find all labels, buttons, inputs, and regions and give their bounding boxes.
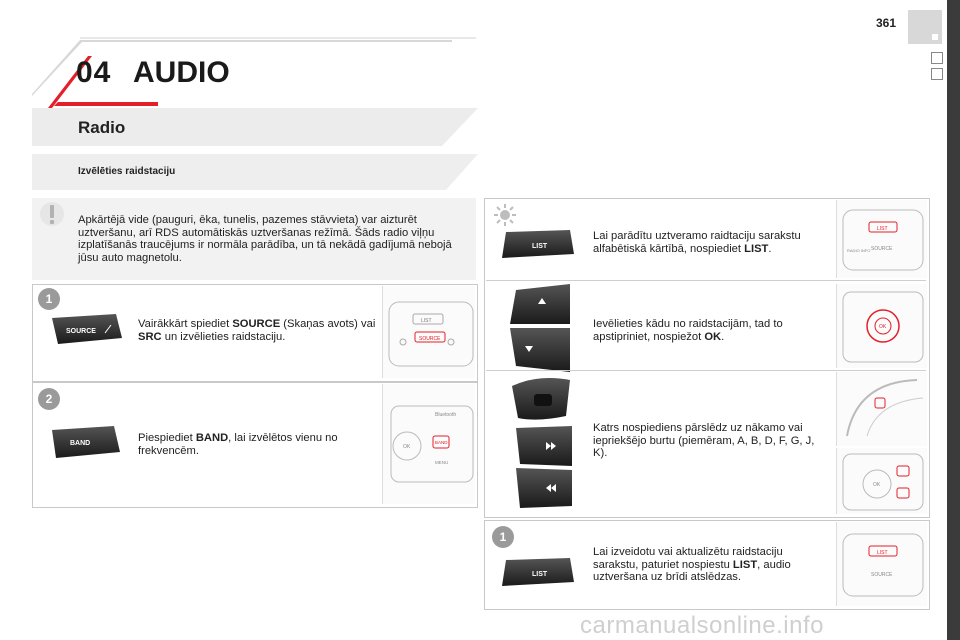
steering-wheel-drawing [837,372,927,446]
step-2-pre: Piespiediet [138,432,196,444]
tips-separator-1 [486,280,926,281]
steering-button-image [508,376,574,422]
side-square-top [931,52,943,64]
tip-icon [492,202,518,228]
thumb-bluetooth-label: Bluetooth [435,412,457,418]
list-button-image-2 [500,558,576,588]
thumb-list-label-2: LIST [877,226,888,232]
thumb-info-label: RADIO INFO [847,248,871,253]
corner-tab [908,10,942,44]
tips-separator-2 [486,370,926,371]
thumb-list-label-3: LIST [877,550,888,556]
chapter-number: 04 [76,56,112,89]
bottom-step-text [593,546,825,584]
step-badge-1: 1 [38,288,60,310]
exclamation-icon [38,200,66,228]
side-square-bottom [931,68,943,80]
step-2-text [138,432,378,457]
up-button-image [508,284,574,326]
band-button-label: BAND [70,440,91,447]
next-button-image [514,426,574,466]
step-1-pre: Vairākkārt spiediet [138,318,233,330]
section-subtitle: Izvēlēties raidstaciju [78,166,176,177]
warning-text: Apkārtējā vide (pauguri, ēka, tunelis, pazemes stāvvieta) var aizturēt uztveršanu, arī RDS automātiskās uztveršanas režīmā. Šāds radio viļņu izplatīšanās traucējums ir normāla parādība, un tā nekādā gadījumā nebojā jūsu auto magnetolu. [78,214,452,264]
thumb-list-label: LIST [421,318,432,324]
bottom-step-bold-list: LIST [732,558,758,571]
tip-3-thumbnail-pad [836,448,927,514]
bottom-step-post: , audio uztveršana uz brīdi atslēdzas. [593,558,791,584]
step-1-text [138,318,378,343]
thumb-ok-label: OK [403,444,411,450]
control-pad-drawing [383,384,475,504]
thumb-menu-label: MENU [435,460,449,465]
radio-panel-drawing-3 [837,522,927,606]
band-button-image [48,426,122,458]
tip-3-text: Katrs nospiediens pārslēdz uz nākamo vai iepriekšējo burtu (piemēram, A, B, D, F, G, J, K). [593,422,815,460]
step-2-thumbnail [382,384,475,504]
control-pad-drawing-2 [837,284,927,368]
bottom-step-thumbnail [836,522,927,606]
bottom-step-badge: 1 [492,526,514,548]
step-badge-2: 2 [38,388,60,410]
radio-panel-drawing [383,286,475,378]
control-pad-drawing-3 [837,448,927,514]
source-button-label: SOURCE [66,328,96,335]
source-button-image [48,314,124,344]
thumb-band-label: BAND [435,440,448,445]
thumb-ok-label-2: OK [879,324,887,330]
step-1-thumbnail [382,286,475,378]
thumb-source-label: SOURCE [419,336,441,342]
tip-1-text [593,230,825,255]
thumb-source-label-3: SOURCE [871,572,893,578]
step-1-post: un izvēlieties raidstaciju. [161,330,286,343]
list-button-label-2: LIST [532,571,548,578]
previous-button-image [514,468,574,508]
tip-2-thumbnail [836,284,927,368]
tip-3-thumbnail-steering [836,372,927,446]
section-title: Radio [78,118,126,137]
thumb-ok-label-3: OK [873,482,881,488]
down-button-image [508,328,574,372]
bottom-step-pre: Lai izveidotu vai aktualizētu raidstaciju sarakstu, paturiet nospiestu [593,546,783,571]
step-1-bold-source: SOURCE [232,318,281,330]
tip-2-post: . [721,330,725,343]
tip-1-post: . [768,242,772,255]
tip-2-pre: Ievēlieties kādu no raidstacijām, tad to apstipriniet, nospiežot [593,318,783,343]
list-button-label: LIST [532,243,548,250]
watermark: carmanualsonline.info [580,612,824,639]
tip-2-text [593,318,825,343]
step-1-bold-src: SRC [138,330,162,343]
tip-1-bold-list: LIST [744,242,769,255]
tip-1-thumbnail [836,200,927,278]
list-button-image [500,230,576,260]
thumb-source-label-2: SOURCE [871,246,893,252]
tip-1-pre: Lai parādītu uztveramo raidtaciju sarakstu alfabētiskā kārtībā, nospiediet [593,230,801,255]
chapter-sidebar [947,0,960,640]
step-1-mid: (Skaņas avots) vai [280,318,376,330]
tip-2-bold-ok: OK [704,330,722,343]
page-number: 361 [876,16,897,30]
step-2-bold-band: BAND [195,432,229,444]
chapter-title: AUDIO [133,56,230,89]
radio-panel-drawing-2 [837,200,927,278]
step-2-post: , lai izvēlētos vienu no frekvencēm. [138,432,338,457]
